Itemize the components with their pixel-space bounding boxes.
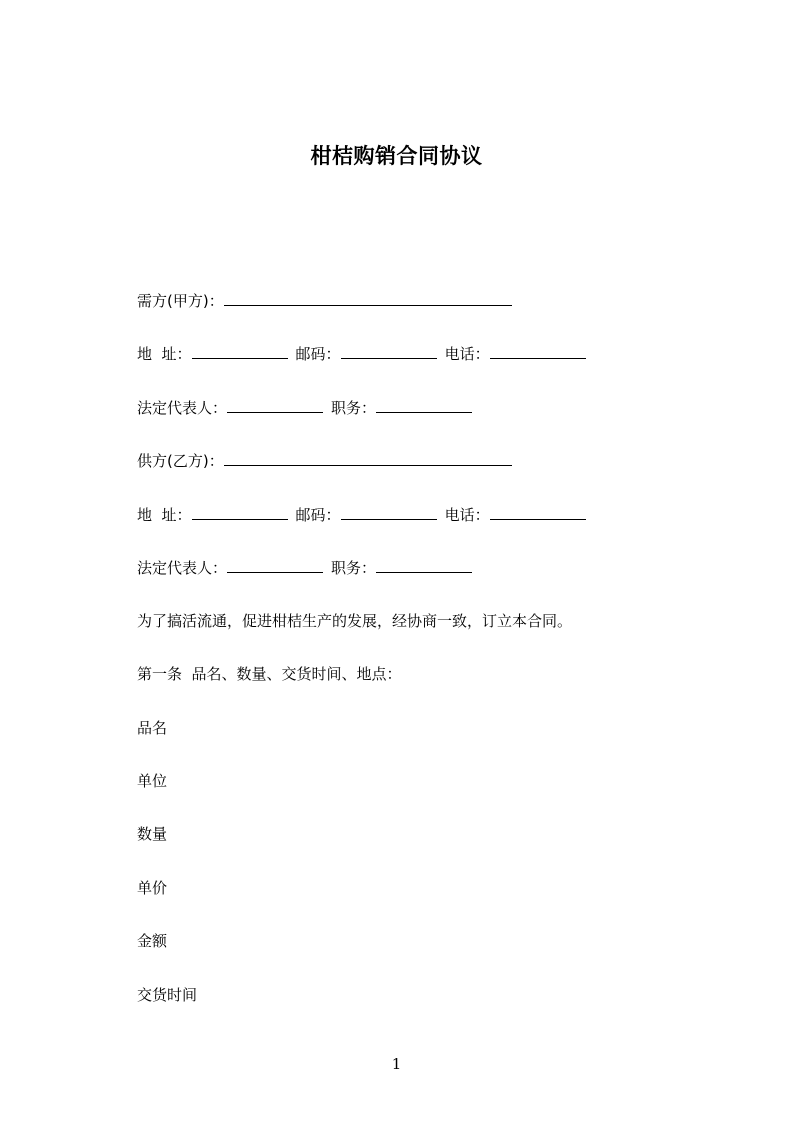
buyer-rep-label: 法定代表人： (137, 399, 228, 417)
seller-rep-label: 法定代表人： (137, 559, 228, 577)
seller-position-label: 职务： (331, 559, 377, 577)
buyer-address-line (137, 343, 586, 365)
field-label-amount: 金额 (137, 932, 168, 950)
page-number: 1 (391, 1055, 402, 1073)
field-label-unit: 单位 (137, 772, 168, 790)
seller-postcode-label: 邮码： (295, 506, 341, 524)
buyer-phone-blank (490, 343, 586, 359)
intro-paragraph: 为了搞活流通，促进柑桔生产的发展，经协商一致，订立本合同。 (137, 612, 573, 630)
seller-phone-blank (490, 504, 586, 520)
buyer-rep-line (137, 397, 472, 419)
seller-rep-line (137, 557, 472, 579)
buyer-position-label: 职务： (331, 399, 377, 417)
seller-phone-label: 电话： (444, 506, 490, 524)
article-1-heading: 第一条 品名、数量、交货时间、地点： (137, 665, 402, 683)
seller-postcode-blank (341, 504, 437, 520)
buyer-address-label: 地 址： (137, 345, 192, 363)
buyer-position-blank (376, 397, 472, 413)
buyer-line (137, 290, 512, 312)
seller-blank (224, 450, 512, 466)
seller-address-line (137, 504, 586, 526)
field-label-quantity: 数量 (137, 825, 168, 843)
seller-rep-blank (227, 557, 323, 573)
buyer-label: 需方(甲方)： (137, 292, 224, 310)
seller-address-blank (192, 504, 288, 520)
buyer-postcode-label: 邮码： (295, 345, 341, 363)
buyer-address-blank (192, 343, 288, 359)
buyer-rep-blank (227, 397, 323, 413)
seller-line (137, 450, 512, 472)
seller-position-blank (376, 557, 472, 573)
buyer-blank (224, 290, 512, 306)
field-label-product-name: 品名 (137, 719, 168, 737)
seller-label: 供方(乙方)： (137, 452, 224, 470)
document-title: 柑桔购销合同协议 (310, 144, 483, 168)
buyer-postcode-blank (341, 343, 437, 359)
seller-address-label: 地 址： (137, 506, 192, 524)
field-label-unit-price: 单价 (137, 879, 168, 897)
buyer-phone-label: 电话： (444, 345, 490, 363)
field-label-delivery-time: 交货时间 (137, 986, 198, 1004)
